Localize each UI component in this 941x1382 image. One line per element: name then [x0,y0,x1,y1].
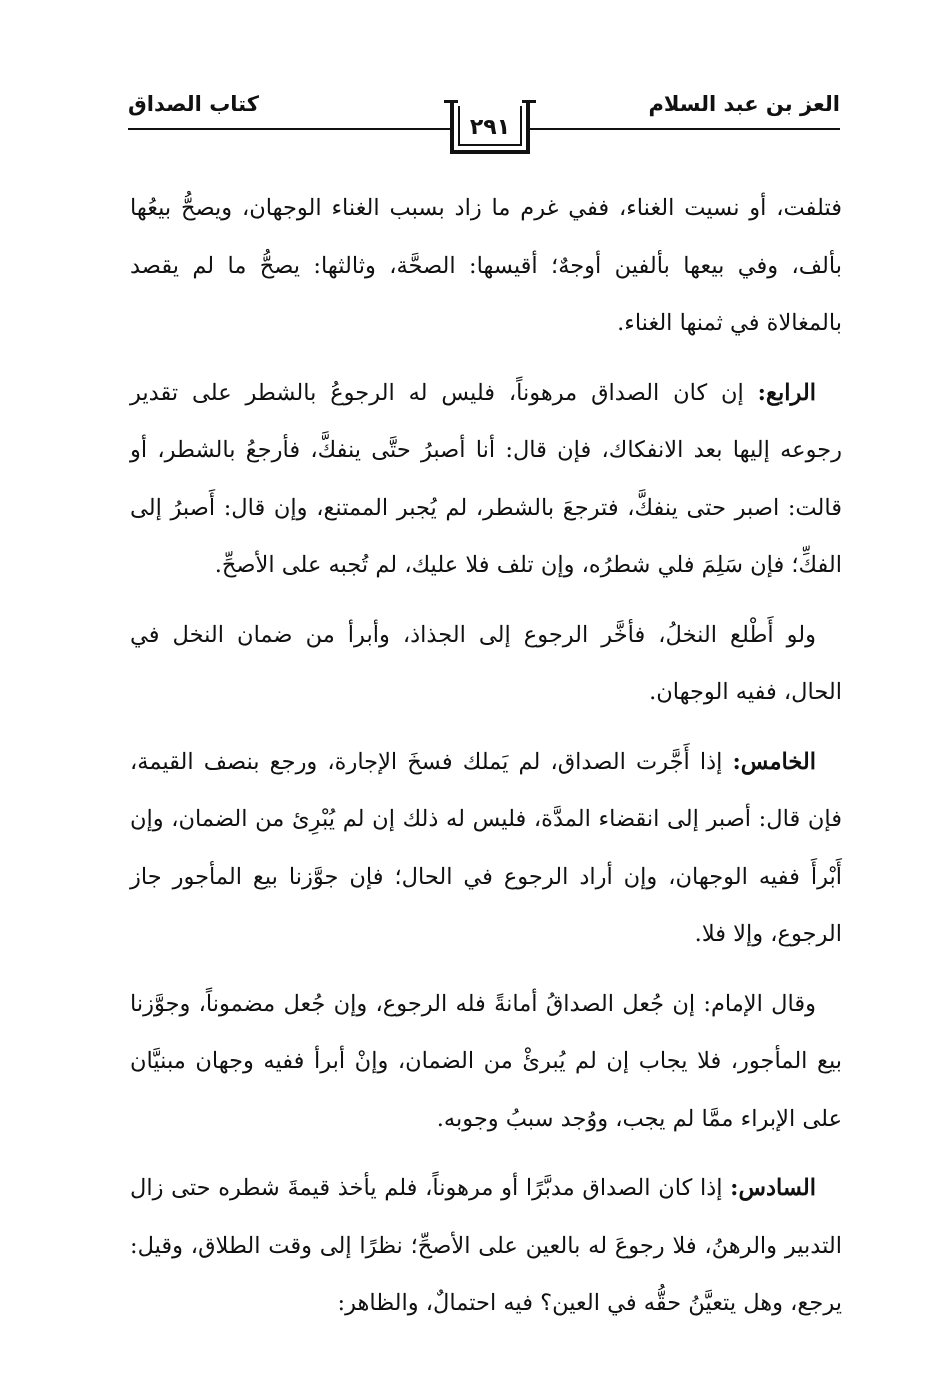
page-header [128,92,840,162]
running-head-book: كتاب الصداق [128,92,259,116]
paragraph-2-lead: الرابع: [757,379,816,406]
frame-cap-right [522,100,536,103]
paragraph-1: فتلفت، أو نسيت الغناء، ففي غرم ما زاد بسبب الغناء الوجهان، ويصحُّ بيعُها بألف، وفي بيعها بألفين أوجهٌ؛ أقيسها: الصحَّة، وثالثها: يصحُّ ما لم يقصد بالمغالاة في ثمنها الغناء. [130,195,842,336]
running-head-author: العز بن عبد السلام [648,92,840,116]
paragraph-3: ولو أَطْلع النخلُ، فأخَّر الرجوع إلى الجذاذ، وأبرأ من ضمان النخل في الحال، ففيه الوجهان. [130,621,842,705]
page-body [130,180,842,1345]
paragraph-2-text: إن كان الصداق مرهوناً، فليس له الرجوعُ بالشطر على تقدير رجوعه إليها بعد الانفكاك، فإن قال: أنا أصبرُ حتَّى ينفكَّ، فأرجعُ بالشطر، أو قالت: اصبر حتى ينفكَّ، فترجعَ بالشطر، لم يُجبر الممتنع، وإن قال: أَصبرُ إلى الفكِّ؛ فإن سَلِمَ فلي شطرُه، وإن تلف فلا عليك، لم تُجبه على الأصحِّ. [130,379,842,578]
page-number-frame [450,100,530,154]
paragraph-5: وقال الإمام: إن جُعل الصداقُ أمانةً فله الرجوع، وإن جُعل مضموناً، وجوَّزنا بيع المأجور، فلا يجاب إن لم يُبرئْ من الضمان، وإنْ أبرأ ففيه وجهان مبنيَّان على الإبراء ممَّا لم يجب، ووُجد سببُ وجوبه. [130,990,842,1132]
paragraph-6-lead: السادس: [730,1175,816,1201]
frame-cap-left [444,100,458,103]
paragraph-2 [130,365,842,595]
paragraph-4-text: إذا أَجَّرت الصداق، لم يَملك فسخَ الإجارة، ورجع بنصف القيمة، فإن قال: أصبر إلى انقضاء المدَّة، فليس له ذلك إن لم يُبْرِئ من الضمان، وإن أَبْرأَ ففيه الوجهان، وإن أراد الرجوع في الحال؛ فإن جوَّزنا بيع المأجور جاز الرجوع، وإلا فلا. [130,748,842,947]
page-number: ٢٩١ [469,115,511,140]
paragraph-6 [130,1160,842,1333]
paragraph-4 [130,734,842,964]
paragraph-4-lead: الخامس: [732,748,816,775]
paragraph-6-text: إذا كان الصداق مدبَّرًا أو مرهوناً، فلم يأخذ قيمةَ شطره حتى زال التدبير والرهنُ، فلا رجوعَ له بالعين على الأصحِّ؛ نظرًا إلى وقت الطلاق، وقيل: يرجع، وهل يتعيَّنُ حقُّه في العين؟ فيه احتمالٌ، والظاهر: [130,1175,842,1316]
